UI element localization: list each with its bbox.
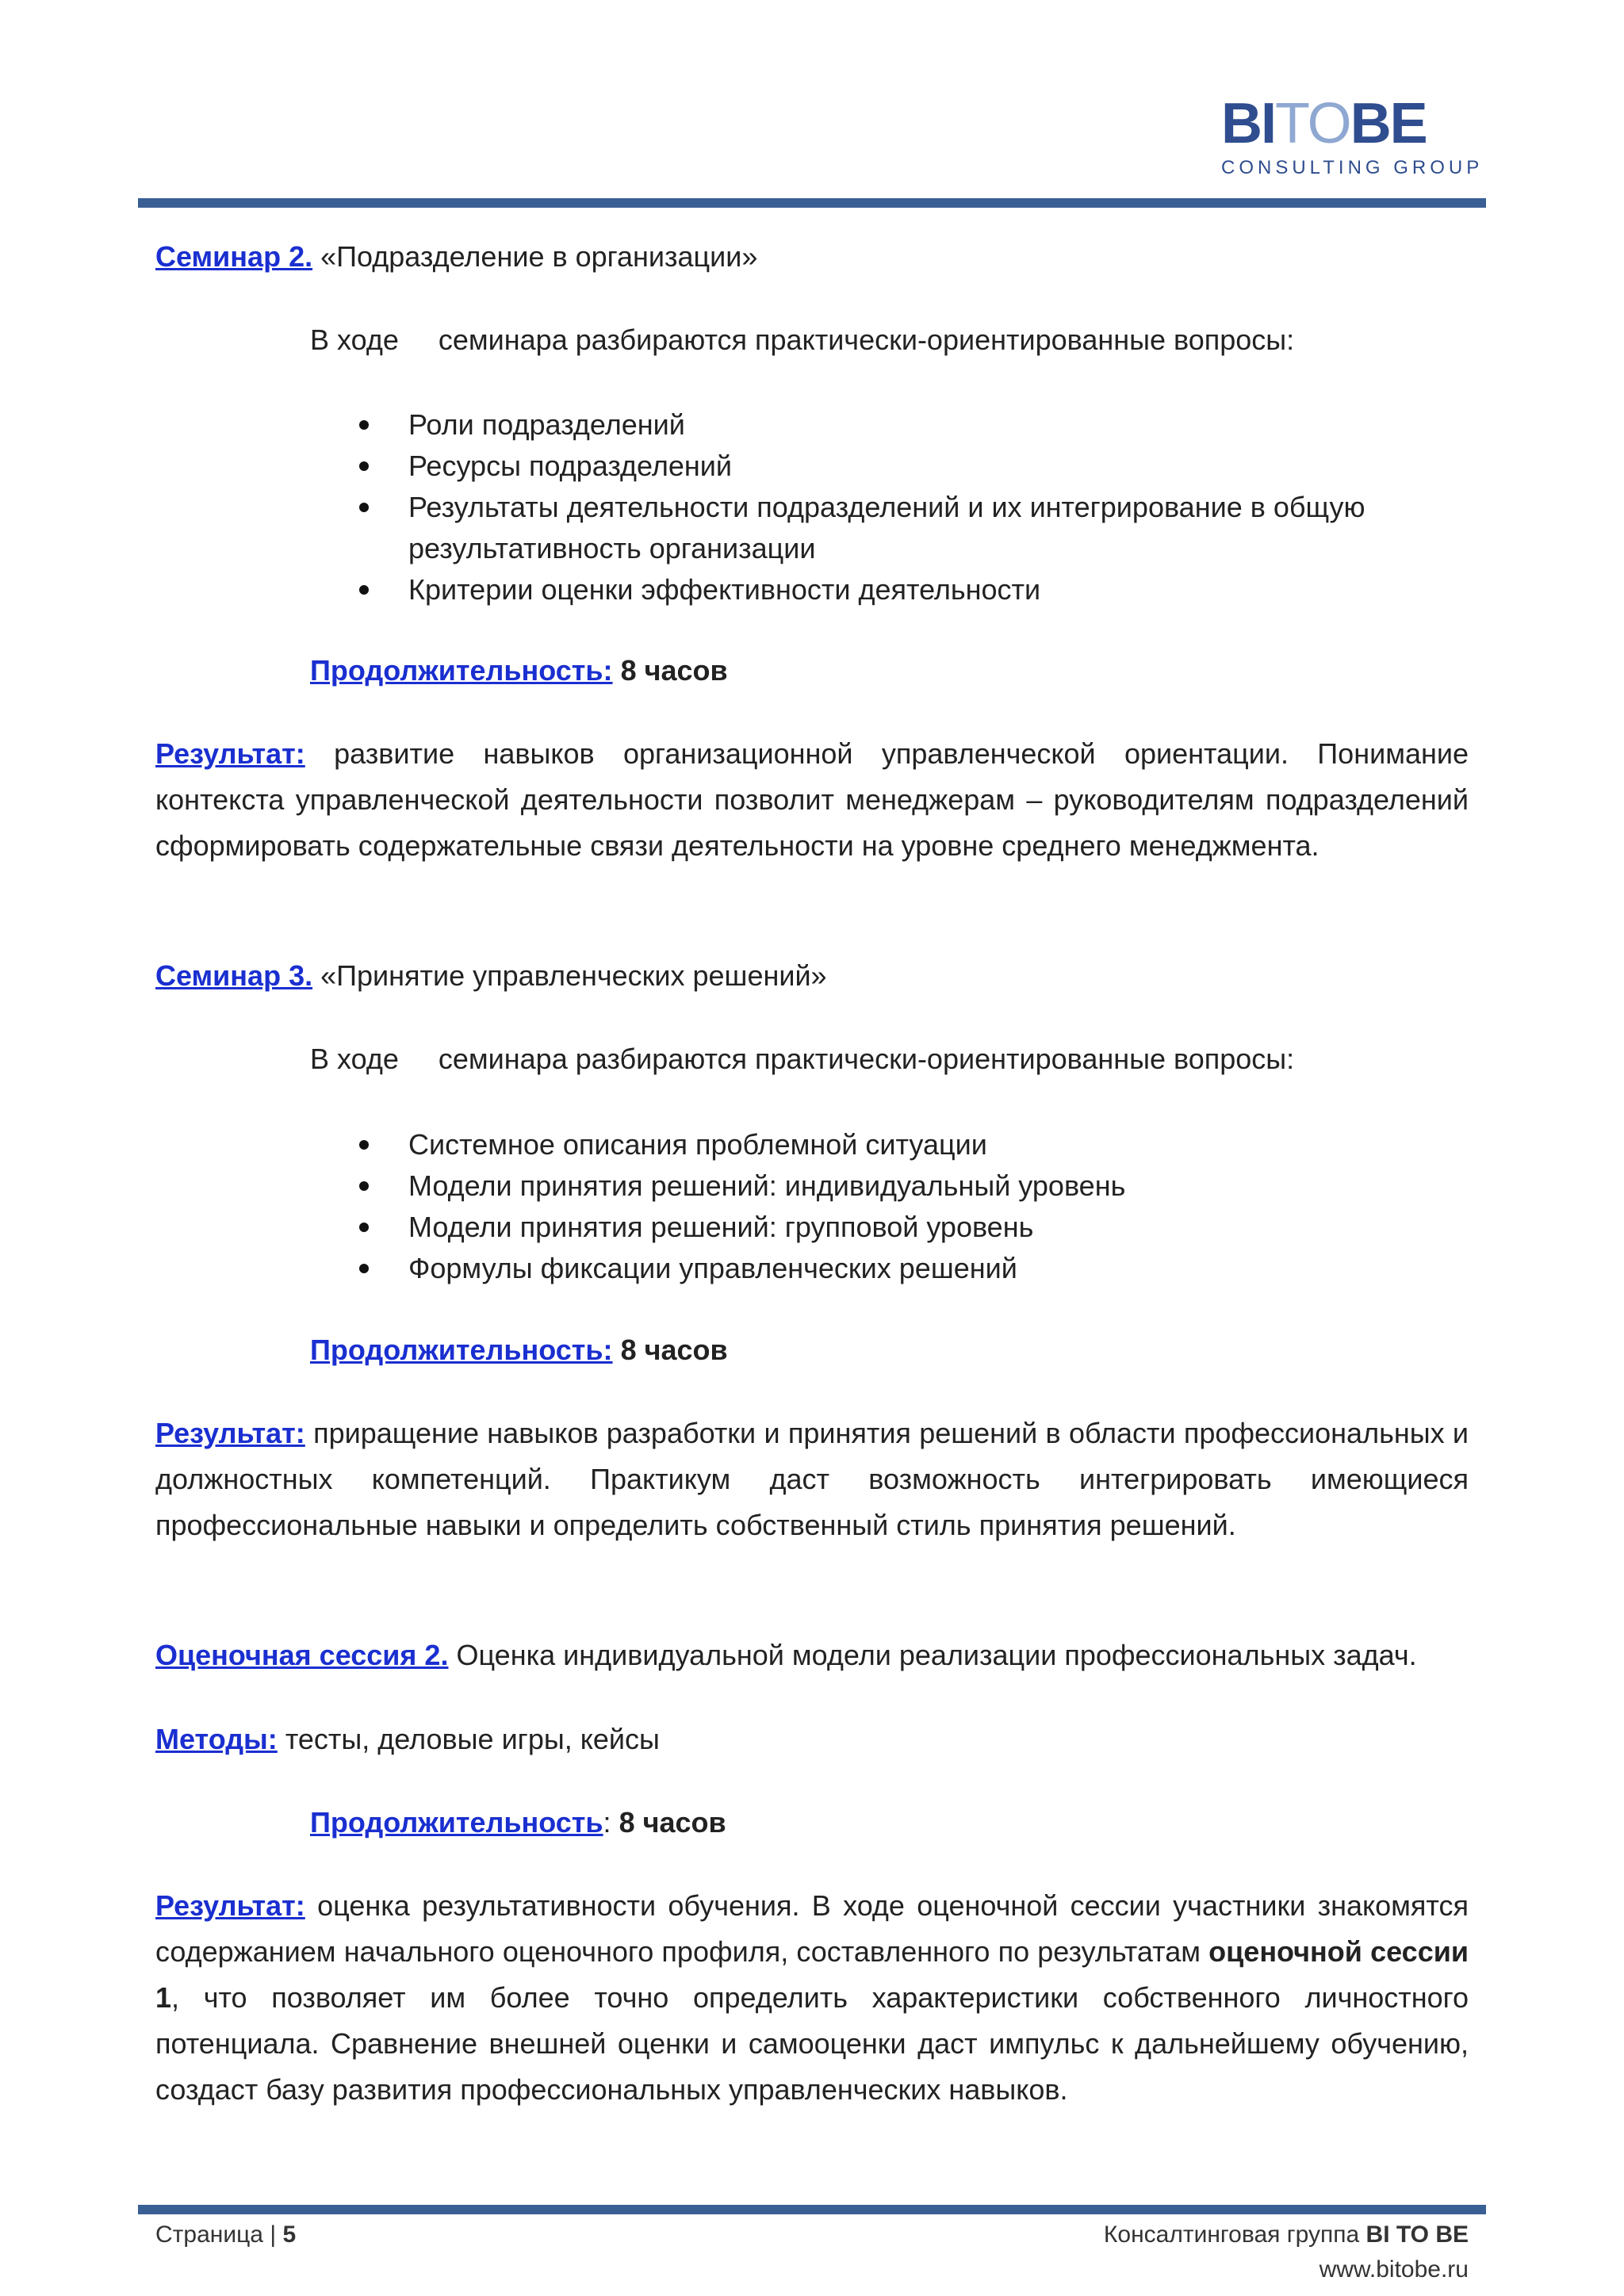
footer-divider xyxy=(138,2205,1486,2214)
page-number: 5 xyxy=(282,2221,297,2248)
result-label: Результат: xyxy=(155,1417,305,1449)
seminar3-topics xyxy=(310,1124,1469,1289)
seminar3-duration xyxy=(310,1327,1469,1373)
logo-wordmark xyxy=(1221,92,1491,155)
session2-methods xyxy=(155,1716,1469,1762)
bullet-icon xyxy=(359,585,369,595)
result-label: Результат: xyxy=(155,1889,305,1922)
result-text: развитие навыков организационной управленческой ориентации. Понимание контекста управленческой деятельности позволит менеджерам – руководителям подразделений сформировать содержательные связи деятельности на уровне среднего менеджмента. xyxy=(155,737,1469,862)
seminar2-result xyxy=(155,731,1469,869)
bullet-icon xyxy=(359,1223,369,1232)
result-label: Результат: xyxy=(155,737,305,770)
duration-label: Продолжительность xyxy=(310,1806,603,1839)
list-item-text: Системное описания проблемной ситуации xyxy=(408,1128,987,1161)
company-name: BI TO BE xyxy=(1365,2221,1469,2248)
company-logo xyxy=(1221,92,1491,179)
seminar2-heading xyxy=(155,234,1469,280)
page-separator: | xyxy=(270,2221,277,2248)
duration-value: 8 часов xyxy=(619,1806,726,1839)
session2-result xyxy=(155,1883,1469,2113)
duration-colon: : xyxy=(603,1806,611,1839)
logo-part-bi: BI xyxy=(1221,92,1275,155)
result-text-2: , что позволяет им более точно определить характеристики собственного личностного потенциала. Сравнение внешней оценки и самооценки даст импульс к дальнейшему обучению, создаст базу развития профессиональных управленческих навыков. xyxy=(155,1981,1469,2106)
company-footer xyxy=(1104,2218,1469,2252)
list-item xyxy=(310,487,1469,569)
seminar3-title: «Принятие управленческих решений» xyxy=(320,959,827,992)
result-text-1: оценка результативности обучения. В ходе оценочной сессии участники знакомятся содержанием начального оценочного профиля, составленного по результатам xyxy=(155,1889,1469,1968)
list-item xyxy=(310,1165,1469,1207)
bullet-icon xyxy=(359,420,369,430)
seminar3-intro-b: семинара разбираются практически-ориентированные вопросы: xyxy=(438,1043,1295,1075)
seminar2-duration xyxy=(310,648,1469,694)
result-bold: оценочной сессии 1 xyxy=(155,1935,1469,2014)
seminar2-intro xyxy=(310,317,1469,363)
list-item-text: Критерии оценки эффективности деятельности xyxy=(408,573,1041,606)
seminar2-label: Семинар 2. xyxy=(155,240,313,273)
session2-heading xyxy=(155,1632,1469,1678)
list-item-text: Модели принятия решений: индивидуальный уровень xyxy=(408,1169,1126,1202)
list-item-text: Ресурсы подразделений xyxy=(408,450,732,482)
duration-value: 8 часов xyxy=(620,1334,728,1366)
duration-value: 8 часов xyxy=(620,654,728,687)
list-item xyxy=(310,404,1469,446)
seminar2-title: «Подразделение в организации» xyxy=(320,240,758,273)
list-item xyxy=(310,1124,1469,1165)
list-item-text: Роли подразделений xyxy=(408,408,685,441)
list-item xyxy=(310,1207,1469,1248)
duration-label: Продолжительность: xyxy=(310,654,613,687)
seminar2-intro-b: семинара разбираются практически-ориентированные вопросы: xyxy=(438,323,1295,356)
seminar2-topics xyxy=(310,404,1469,610)
list-item xyxy=(310,1248,1469,1289)
website-text[interactable]: www.bitobe.ru xyxy=(1319,2256,1469,2283)
session2-text: Оценка индивидуальной модели реализации профессиональных задач. xyxy=(456,1639,1417,1671)
header-divider xyxy=(138,198,1486,208)
page-label: Страница xyxy=(155,2221,263,2248)
bullet-icon xyxy=(359,503,369,512)
seminar3-intro-a: В ходе xyxy=(310,1043,399,1075)
list-item xyxy=(310,569,1469,610)
bullet-icon xyxy=(359,1140,369,1150)
bullet-icon xyxy=(359,1264,369,1273)
list-item xyxy=(310,446,1469,487)
session2-duration xyxy=(310,1800,1469,1846)
session2-label: Оценочная сессия 2. xyxy=(155,1639,449,1671)
list-item-text: Формулы фиксации управленческих решений xyxy=(408,1252,1017,1284)
seminar2-intro-a: В ходе xyxy=(310,323,399,356)
list-item-text: Результаты деятельности подразделений и их интегрирование в общую результативность организации xyxy=(408,491,1365,564)
seminar3-heading xyxy=(155,953,1469,999)
list-item-text: Модели принятия решений: групповой уровень xyxy=(408,1211,1034,1243)
bullet-icon xyxy=(359,461,369,471)
logo-subtitle: CONSULTING GROUP xyxy=(1221,157,1484,178)
logo-part-to: TO xyxy=(1275,92,1350,155)
website-link[interactable] xyxy=(1320,2252,1469,2287)
methods-text: тесты, деловые игры, кейсы xyxy=(285,1723,660,1755)
company-prefix: Консалтинговая группа xyxy=(1103,2221,1360,2248)
duration-label: Продолжительность: xyxy=(310,1334,613,1366)
logo-part-be: BE xyxy=(1350,92,1427,155)
seminar3-result xyxy=(155,1410,1469,1548)
bullet-icon xyxy=(359,1181,369,1191)
methods-label: Методы: xyxy=(155,1723,278,1755)
seminar3-label: Семинар 3. xyxy=(155,959,313,992)
result-text: приращение навыков разработки и принятия решений в области профессиональных и должностных компетенций. Практикум даст возможность интегрировать имеющиеся профессиональные навыки и определить собственный стиль принятия решений. xyxy=(155,1417,1469,1541)
seminar3-intro xyxy=(310,1036,1469,1082)
page-number-area xyxy=(155,2218,296,2252)
